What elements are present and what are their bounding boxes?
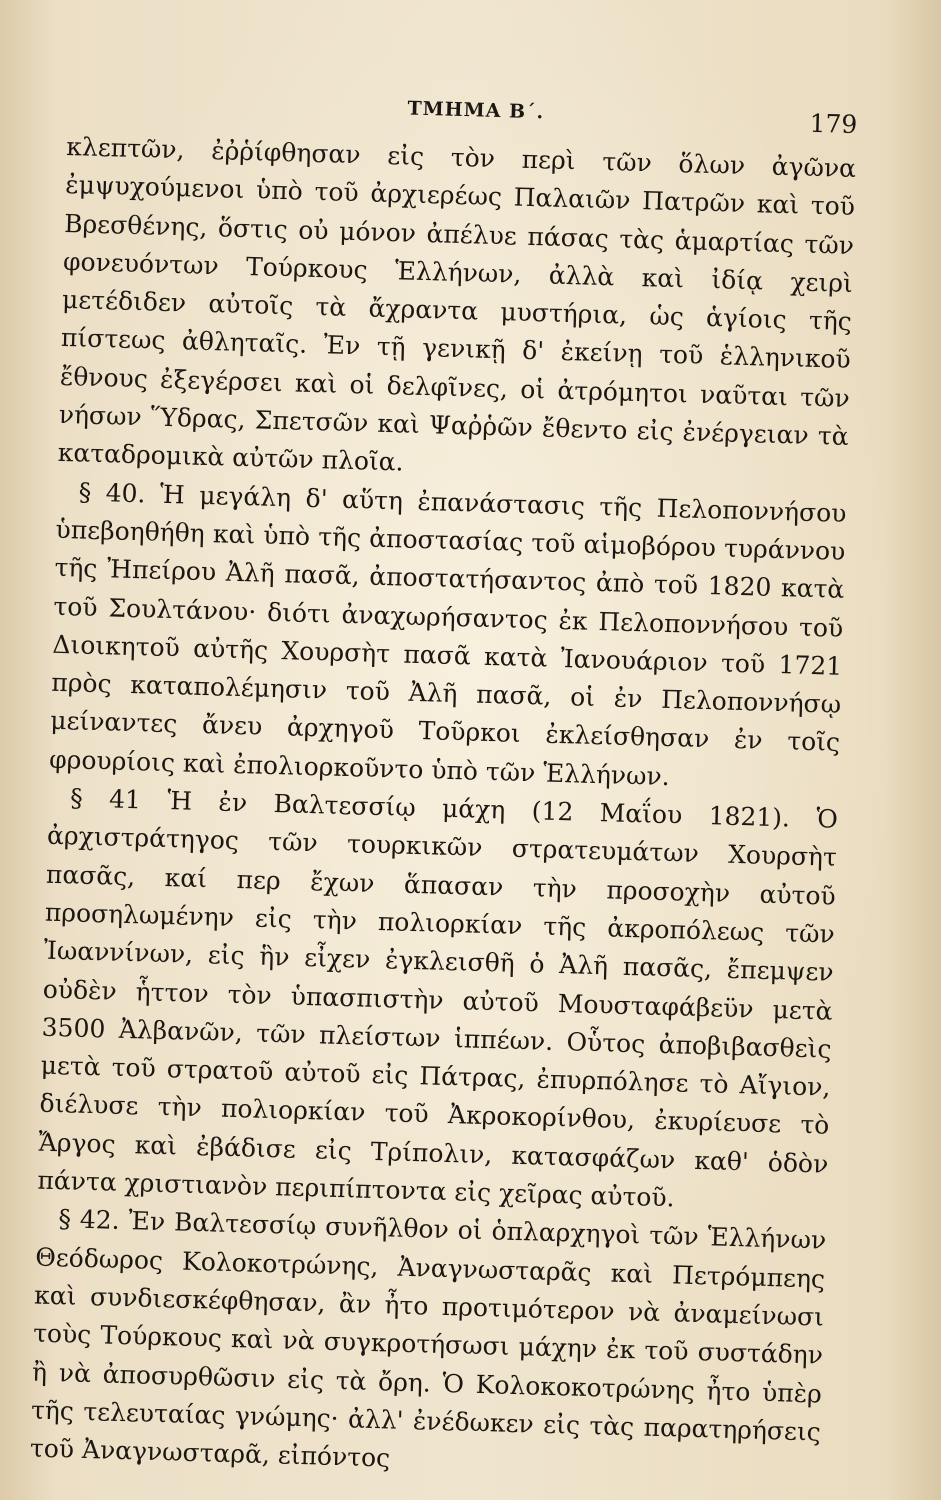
section-title: ΤΜΗΜΑ Β΄. <box>407 97 545 124</box>
paragraph-section-42: § 42. Ἐν Βαλτεσσίῳ συνῆλθον οἱ ὁπλαρχηγοὶ τῶν Ἑλλήνων Θεόδωρος Κολοκοτρώνης, Ἀναγνωσταρᾶς καὶ Πετρόμπεης καὶ συνδιεσκέφθησαν, ἂν ἦτο προτιμότερον νὰ ἀναμείνωσι τοὺς Τούρκους καὶ νὰ συγκροτήσωσι μάχην ἐκ τοῦ συστάδην ἢ νὰ ἀποσυρθῶσιν εἰς τὰ ὄρη. Ὁ Κολοκοκοτρώνης ἦτο ὑπὲρ τῆς τελευταίας γνώμης· ἀλλ' ἐνέδωκεν εἰς τὰς παρατηρήσεις τοῦ Ἀναγνωσταρᾶ, εἰπόντος <box>29 1204 827 1473</box>
paragraph-section-41: § 41 Ἡ ἐν Βαλτεσσίῳ μάχη (12 Μαΐου 1821). Ὁ ἀρχιστράτηγος τῶν τουρκικῶν στρατευμάτων Χουρσὴτ πασᾶς, καί περ ἔχων ἅπασαν τὴν προσοχὴν αὐτοῦ προσηλωμένην εἰς τὴν πολιορκίαν τῆς ἀκροπόλεως τῶν Ἰωαννίνων, εἰς ἣν εἶχεν ἐγκλεισθῆ ὁ Ἀλῆ πασᾶς, ἔπεμψεν οὐδὲν ἧττον τὸν ὑπασπιστὴν αὐτοῦ Μουσταφάβεϋν μετὰ 3500 Ἀλβανῶν, τῶν πλείστων ἱππέων. Οὗτος ἀποβιβασθεὶς μετὰ τοῦ στρατοῦ αὐτοῦ εἰς Πάτρας, ἐπυρπόλησε τὸ Αἴγιον, διέλυσε τὴν πολιορκίαν τοῦ Ἀκροκορίνθου, ἐκυρίευσε τὸ Ἄργος καὶ ἐβάδισε εἰς Τρίπολιν, κατασφάζων καθ' ὁδὸν πάντα χριστιανὸν περιπίπτοντα εἰς χεῖρας αὐτοῦ. <box>37 783 839 1213</box>
page-number: 179 <box>809 108 858 140</box>
paragraph-section-40: § 40. Ἡ μεγάλη δ' αὕτη ἐπανάστασις τῆς Πελοποννήσου ὑπεβοηθήθη καὶ ὑπὸ τῆς ἀποστασίας τοῦ αἱμοβόρου τυράννου τῆς Ἠπείρου Ἀλῆ πασᾶ, ἀποστατήσαντος ἀπὸ τοῦ 1820 κατὰ τοῦ Σουλτάνου· διότι ἀναχωρήσαντος ἐκ Πελοποννήσου τοῦ Διοικητοῦ αὐτῆς Χουρσὴτ πασᾶ κατὰ Ἰανουάριον τοῦ 1721 πρὸς καταπολέμησιν τοῦ Ἀλῆ πασᾶ, οἱ ἐν Πελοποννήσῳ μείναντες ἄνευ ἀρχηγοῦ Τοῦρκοι ἐκλείσθησαν ἐν τοῖς φρουρίοις καὶ ἐπολιορκοῦντο ὑπὸ τῶν Ἑλλήνων. <box>48 477 847 791</box>
page-content <box>29 88 857 1490</box>
paragraph-continuation: κλεπτῶν, ἐῤῥίφθησαν εἰς τὸν περὶ τῶν ὅλων ἀγῶνα ἐμψυχούμενοι ὑπὸ τοῦ ἀρχιερέως Παλαιῶν Πατρῶν καὶ τοῦ Βρεσθένης, ὅστις οὐ μόνον ἀπέλυε πάσας τὰς ἁμαρτίας τῶν φονευόντων Τούρκους Ἑλλήνων, ἀλλὰ καὶ ἰδίᾳ χειρὶ μετέδιδεν αὐτοῖς τὰ ἄχραντα μυστήρια, ὡς ἁγίοις τῆς πίστεως ἀθληταῖς. Ἐν τῇ γενικῇ δ' ἐκείνῃ τοῦ ἑλληνικοῦ ἔθνους ἐξεγέρσει καὶ οἱ δελφῖνες, οἱ ἀτρόμητοι ναῦται τῶν νήσων Ὕδρας, Σπετσῶν καὶ Ψαῤῥῶν ἔθεντο εἰς ἐνέργειαν τὰ καταδρομικὰ αὐτῶν πλοῖα. <box>57 131 857 477</box>
